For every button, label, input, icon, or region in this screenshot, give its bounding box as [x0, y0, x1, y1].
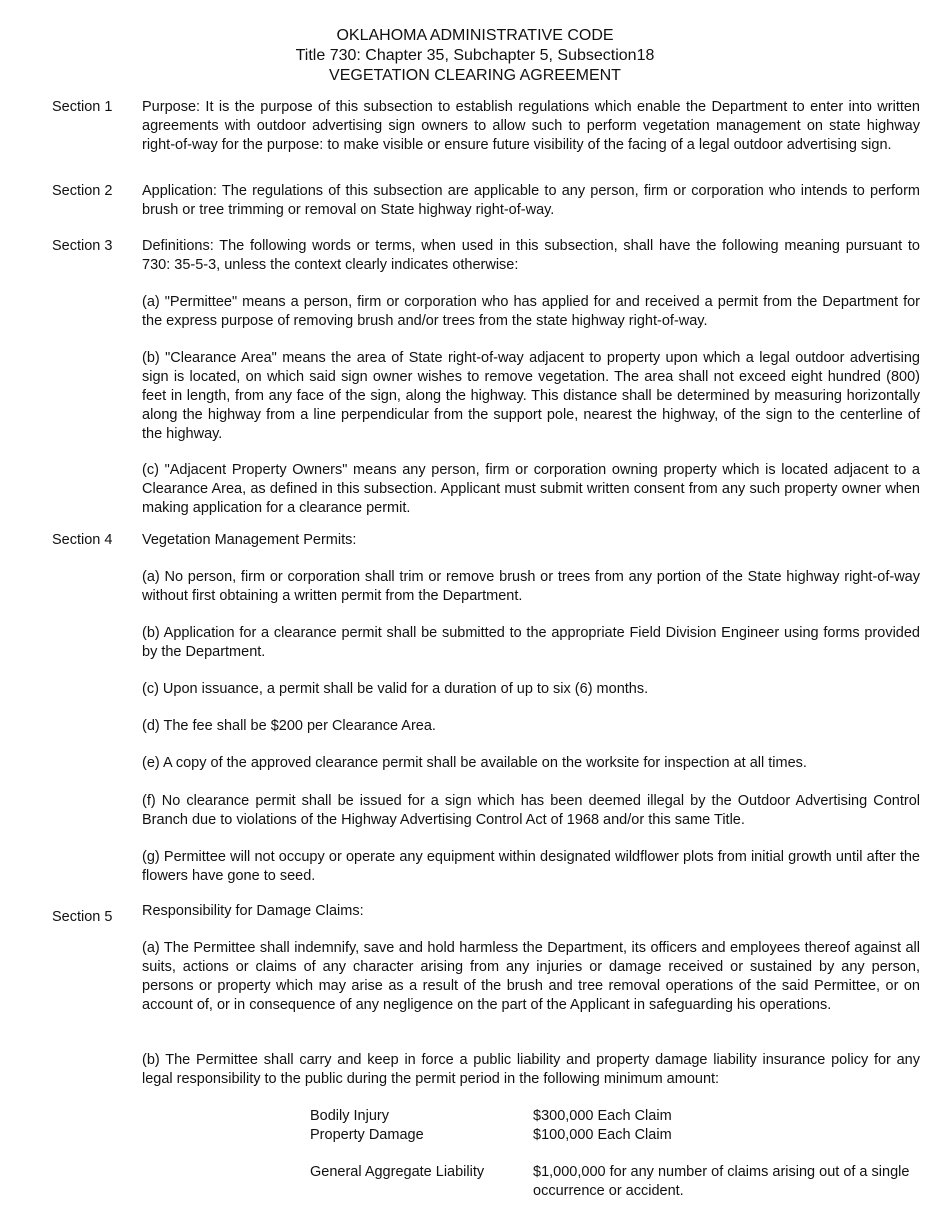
insurance-amount-general-aggregate: $1,000,000 for any number of claims arising out of a single occurrence or accident.: [533, 1164, 910, 1199]
section-4-item-g: (g) Permittee will not occupy or operate any equipment within designated wildflower plots from initial growth until after the flowers have gone to seed.: [142, 849, 920, 884]
section-4-item-b: (b) Application for a clearance permit shall be submitted to the appropriate Field Division Engineer using forms provided by the Department.: [142, 625, 920, 660]
section-4-item-e: (e) A copy of the approved clearance permit shall be available on the worksite for inspection at all times.: [142, 755, 807, 771]
insurance-amount-bodily-injury: $300,000 Each Claim: [533, 1108, 672, 1124]
header-title: OKLAHOMA ADMINISTRATIVE CODE: [336, 27, 614, 44]
section-4-item-f: (f) No clearance permit shall be issued for a sign which has been deemed illegal by the Outdoor Advertising Control Branch due to violations of the Highway Advertising Control Act of 1968 and/or this same Title.: [142, 793, 920, 828]
section-3-text: Definitions: The following words or terms, when used in this subsection, shall have the following meaning pursuant to 730: 35-5-3, unless the context clearly indicates otherwise:: [142, 238, 920, 273]
section-4-item-d: (d) The fee shall be $200 per Clearance Area.: [142, 718, 436, 734]
section-4-label: Section 4: [52, 532, 113, 548]
insurance-label-property-damage: Property Damage: [310, 1127, 424, 1143]
section-4-item-c: (c) Upon issuance, a permit shall be valid for a duration of up to six (6) months.: [142, 681, 649, 697]
section-3-item-b: (b) "Clearance Area" means the area of State right-of-way adjacent to property upon which a legal outdoor advertising sign is located, on which said sign owner wishes to remove vegetation. The area shall not exceed eight hundred (800) feet in length, from any face of the sign, along the highway. This distance shall be determined by measuring horizontally along the highway from a line perpendicular from the support pole, nearest the highway, of the sign to the centerline of the highway.: [142, 350, 920, 442]
section-5-item-a: (a) The Permittee shall indemnify, save and hold harmless the Department, its officers and employees thereof against all suits, actions or claims of any character arising from any injuries or damage received or sustained by any person, persons or property which may arise as a result of the brush and tree removal operations of the said Permittee, or on account of, or in consequence of any negligence on the part of the Applicant in safeguarding his operations.: [142, 940, 920, 1013]
header-subtitle: VEGETATION CLEARING AGREEMENT: [329, 67, 621, 84]
section-3-item-a: (a) "Permittee" means a person, firm or corporation who has applied for and received a permit from the Department for the express purpose of removing brush and/or trees from the state highway right-of-way.: [142, 294, 920, 329]
document-header: [0, 26, 950, 86]
section-4-text: Vegetation Management Permits:: [142, 532, 357, 548]
section-1-label: Section 1: [52, 99, 113, 115]
section-2-label: Section 2: [52, 183, 113, 199]
section-5-label: Section 5: [52, 909, 113, 925]
section-3-label: Section 3: [52, 238, 113, 254]
section-3-item-c: (c) "Adjacent Property Owners" means any person, firm or corporation owning property which is located adjacent to a Clearance Area, as defined in this subsection. Applicant must submit written consent from any such property owner when making application for a clearance permit.: [142, 462, 920, 516]
section-5-item-b: (b) The Permittee shall carry and keep in force a public liability and property damage liability insurance policy for any legal responsibility to the public during the permit period in the following minimum amount:: [142, 1052, 920, 1087]
insurance-amount-property-damage: $100,000 Each Claim: [533, 1127, 672, 1143]
section-2-text: Application: The regulations of this subsection are applicable to any person, firm or corporation who intends to perform brush or tree trimming or removal on State highway right-of-way.: [142, 183, 920, 218]
header-citation: Title 730: Chapter 35, Subchapter 5, Subsection18: [295, 47, 655, 64]
insurance-label-general-aggregate: General Aggregate Liability: [310, 1164, 485, 1180]
section-1-text: Purpose: It is the purpose of this subsection to establish regulations which enable the Department to enter into written agreements with outdoor advertising sign owners to allow such to perform vegetation management on state highway right-of-way for the purpose: to make visible or ensure future visibility of the facing of a legal outdoor advertising sign.: [142, 99, 920, 153]
insurance-label-bodily-injury: Bodily Injury: [310, 1108, 389, 1124]
section-5-text: Responsibility for Damage Claims:: [142, 903, 364, 919]
section-4-item-a: (a) No person, firm or corporation shall trim or remove brush or trees from any portion of the State highway right-of-way without first obtaining a written permit from the Department.: [142, 569, 920, 604]
